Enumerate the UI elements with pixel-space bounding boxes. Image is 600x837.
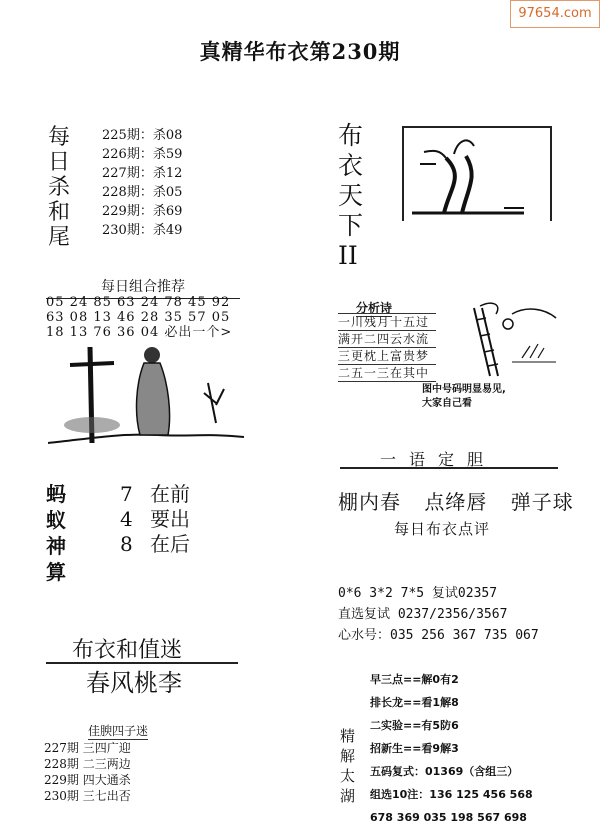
poem-line: 一川残月十五过 (338, 314, 436, 331)
ant-god-char: 算 (46, 560, 66, 584)
jingjie-char: 解 (340, 747, 356, 765)
one-word-answer: 弹子球 (510, 490, 574, 514)
kill-tail-row: 229期：杀69 (102, 204, 183, 219)
jingjie-list (370, 668, 533, 829)
page-title: 真精华布衣第230期 (199, 39, 401, 64)
ant-god-char: 蚂 (46, 482, 66, 506)
combo-row: 63 08 13 46 28 35 57 05 (46, 310, 231, 325)
four-char-riddle-title: 佳腴四子迷 (88, 724, 149, 738)
ant-god-vertical-label (46, 481, 72, 585)
poem-note (422, 383, 506, 411)
kill-tail-char: 和 (48, 200, 71, 225)
site-watermark: 97654.com (510, 0, 600, 28)
poem-lines (338, 313, 436, 382)
one-word-answer: 棚内春 (338, 490, 401, 514)
kill-tail-row: 230期：杀49 (102, 223, 183, 238)
buyi-tianxia-char: 下 (338, 211, 364, 240)
number-line: 心水号：035 256 367 735 067 (338, 628, 539, 643)
jingjie-vertical-label (340, 726, 358, 806)
kill-tail-char: 尾 (48, 225, 71, 250)
poem-note-line: 大家自己看 (422, 398, 472, 409)
kill-tail-vertical-label (48, 125, 76, 250)
one-word-answer: 点绛唇 (424, 490, 488, 514)
buyi-tianxia-char: II (338, 241, 358, 270)
kill-tail-row: 228期：杀05 (102, 185, 183, 200)
ant-god-row (120, 507, 190, 532)
jingjie-row: 早三点==解0有2 (370, 673, 459, 686)
four-char-row: 228期 二三两边 (44, 757, 131, 771)
kill-tail-list (102, 126, 182, 240)
kill-tail-char: 每 (48, 125, 71, 150)
kill-tail-char: 日 (48, 150, 71, 175)
ant-god-list (120, 482, 190, 557)
ant-god-number: 4 (120, 507, 133, 531)
ant-god-number: 8 (120, 532, 133, 556)
ant-god-text: 要出 (150, 507, 190, 531)
ant-god-row (120, 532, 190, 557)
cross-and-figure-illustration (48, 343, 244, 451)
combo-row: 18 13 76 36 04 必出一个> (46, 325, 233, 340)
ant-god-number: 7 (120, 482, 133, 506)
four-char-row: 227期 三四广迎 (44, 741, 131, 755)
jingjie-char: 精 (340, 727, 356, 745)
buyi-riddle-answer: 春风桃李 (86, 669, 182, 697)
daily-comment-label: 每日布衣点评 (394, 520, 491, 538)
kill-tail-row: 227期：杀12 (102, 166, 183, 181)
poem-line: 满开二四云水流 (338, 331, 436, 348)
one-word-answers (338, 486, 584, 515)
four-char-row: 230期 三七出否 (44, 789, 131, 803)
ant-god-char: 蚁 (46, 508, 66, 532)
number-line: 0*6 3*2 7*5 复试02357 (338, 586, 498, 601)
four-char-row: 229期 四大通杀 (44, 773, 131, 787)
combo-title: 每日组合推荐 (46, 276, 240, 299)
kill-tail-char: 杀 (48, 175, 71, 200)
tree-illustration (404, 128, 546, 218)
buyi-tianxia-char: 布 (338, 121, 364, 150)
number-line: 直选复试 0237/2356/3567 (338, 607, 508, 622)
ant-god-text: 在后 (150, 532, 190, 556)
four-char-riddle-list (44, 740, 131, 804)
combo-numbers (46, 295, 238, 340)
jingjie-row: 组选10注：136 125 456 568 (370, 788, 533, 801)
buyi-tianxia-char: 天 (338, 181, 364, 210)
bamboo-illustration (452, 296, 562, 382)
poem-note-line: 图中号码明显易见, (422, 384, 506, 395)
jingjie-row: 二实验==有5防6 (370, 719, 459, 732)
divider (340, 467, 558, 469)
ant-god-row (120, 482, 190, 507)
ant-god-text: 在前 (150, 482, 190, 506)
jingjie-row: 招新生==看9解3 (370, 742, 459, 755)
combo-row: 05 24 85 63 24 78 45 92 (46, 295, 231, 310)
poem-title: 分析诗 (356, 301, 393, 315)
jingjie-row: 排长龙==看1解8 (370, 696, 459, 709)
poem-line: 三更枕上富贵梦 (338, 348, 436, 365)
jingjie-char: 湖 (340, 787, 356, 805)
number-recommendations (338, 583, 539, 646)
jingjie-row: 五码复式：01369（含组三） (370, 765, 519, 778)
kill-tail-row: 226期：杀59 (102, 147, 183, 162)
poem-line: 二五一三在其中 (338, 365, 436, 382)
ant-god-char: 神 (46, 534, 66, 558)
buyi-tianxia-char: 衣 (338, 151, 364, 180)
kill-tail-row: 225期：杀08 (102, 128, 183, 143)
buyi-riddle-title: 布衣和值迷 (72, 638, 183, 663)
jingjie-char: 太 (340, 767, 356, 785)
jingjie-row: 678 369 035 198 567 698 (370, 811, 527, 824)
one-word-title: 一语定胆 (380, 450, 497, 469)
buyi-tianxia-vertical-label (338, 121, 366, 271)
